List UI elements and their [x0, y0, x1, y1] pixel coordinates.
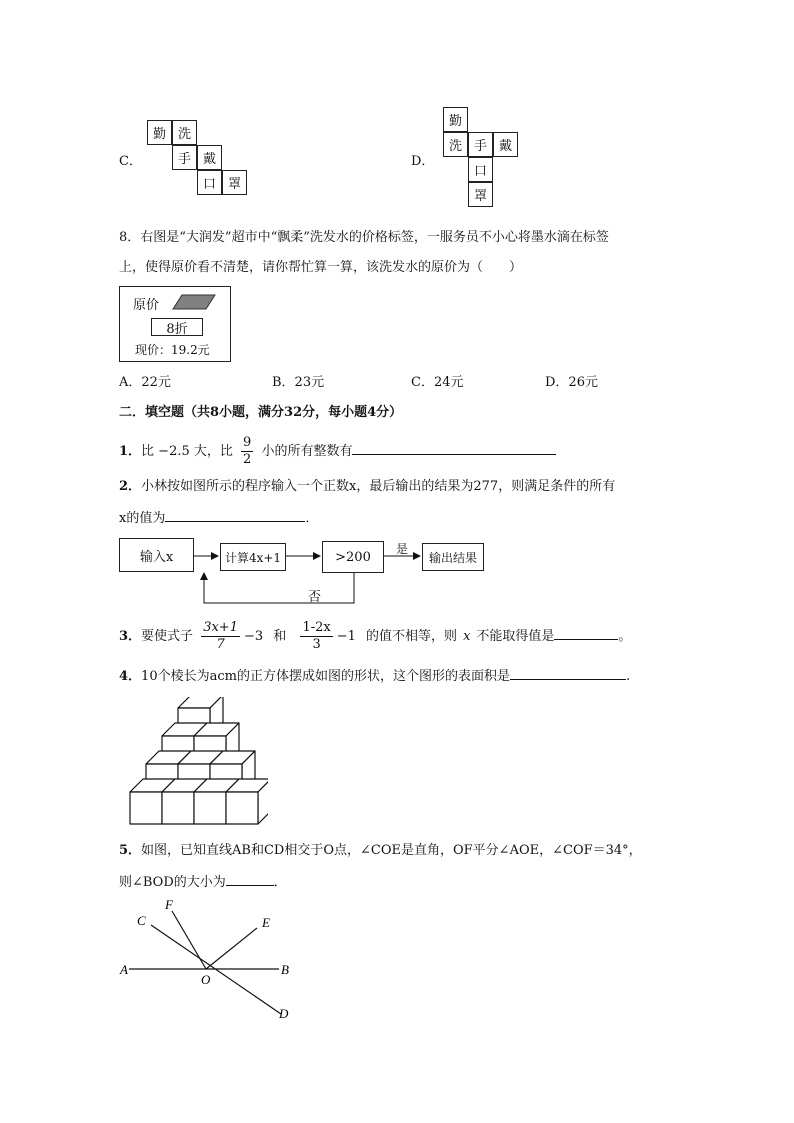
flow-yes-label: 是: [396, 542, 409, 556]
net-cell: 洗: [443, 132, 468, 157]
point-d-label: D: [279, 1006, 289, 1021]
q8-option-b[interactable]: B．23元: [272, 375, 325, 390]
net-cell: 勤: [443, 107, 468, 132]
net-cell: 口: [468, 157, 493, 182]
section-heading: 二．填空题（共8小题，满分32分，每小题4分）: [119, 405, 403, 420]
price-tag-current: 现价：19.2元: [135, 343, 210, 357]
fill-question-5-line1: 5．如图，已知直线AB和CD相交于O点，∠COE是直角，OF平分∠AOE，∠COF＝34°，: [119, 843, 642, 858]
q7-option-d-label: D．: [411, 154, 435, 169]
q1-text-b: 小的所有整数有: [261, 444, 353, 459]
cube-front-face: [130, 792, 162, 824]
flow-calc-box: 计算4x+1: [220, 543, 286, 571]
answer-blank[interactable]: [554, 625, 618, 640]
ray-of: [172, 911, 206, 969]
fill-question-2-line1: 2．小林按如图所示的程序输入一个正数x，最后输出的结果为277，则满足条件的所有: [119, 479, 616, 494]
q1-text-a: 比 −2.5 大，比: [141, 444, 233, 459]
cube-stack-figure: [118, 697, 268, 827]
flow-input-box: 输入x: [119, 538, 194, 572]
fill-question-4: 4．10个棱长为acm的正方体摆成如图的形状，这个图形的表面积是 .: [119, 665, 630, 687]
flow-no-label: 否: [308, 590, 322, 605]
net-cell: 洗: [172, 120, 197, 145]
fraction-1-minus-2x-over-3: $\frac{1-2x}{3}$: [302, 620, 331, 652]
cube-front-face: [162, 792, 194, 824]
point-b-label: B: [281, 962, 289, 977]
fill-question-3: 3．要使式子 $\frac{3x+1}{7}$ −3 和 $\frac{1-2x}{3}$ −1 的值不相等，则 x 不能取得值是 。: [119, 620, 632, 652]
price-tag-discount: 8折: [151, 318, 203, 336]
flow-condition-box: >200: [322, 541, 384, 573]
net-cell: 手: [172, 145, 197, 170]
point-o-label: O: [201, 972, 211, 987]
net-cell: 勤: [147, 120, 172, 145]
q8-line1: 8．右图是“大润发”超市中“飘柔”洗发水的价格标签，一服务员不小心将墨水滴在标签: [119, 230, 609, 245]
net-cell: 戴: [197, 145, 222, 170]
fill-question-2-line2: x的值为 ．: [119, 507, 318, 529]
angle-figure: [115, 895, 305, 1025]
net-cell: 罩: [222, 170, 247, 195]
point-e-label: E: [262, 915, 270, 930]
point-a-label: A: [120, 962, 128, 977]
answer-blank[interactable]: [510, 665, 626, 680]
cube-front-face: [226, 792, 258, 824]
q8-option-a[interactable]: A．22元: [119, 375, 171, 390]
point-c-label: C: [137, 913, 146, 928]
question-number: 1．: [119, 444, 142, 459]
answer-blank[interactable]: [226, 871, 274, 886]
fraction-3x-plus-1-over-7: $\frac{3x+1}{7}$: [203, 620, 238, 652]
price-tag-original-label: 原价: [133, 298, 160, 313]
flow-output-box: 输出结果: [422, 543, 484, 571]
cube-front-face: [194, 792, 226, 824]
q7-option-c-label: C．: [119, 154, 142, 169]
q8-line2: 上，使得原价看不清楚，请你帮忙算一算，该洗发水的原价为（ ）: [119, 260, 523, 275]
net-cell: 戴: [493, 132, 518, 157]
q8-option-d[interactable]: D．26元: [545, 375, 598, 390]
net-cell: 口: [197, 170, 222, 195]
net-cell: 罩: [468, 182, 493, 207]
point-f-label: F: [165, 897, 173, 912]
net-cell: 手: [468, 132, 493, 157]
fraction-nine-halves: $\frac{9}{2}$: [243, 435, 252, 467]
ray-oe: [206, 928, 257, 969]
q8-option-c[interactable]: C．24元: [411, 375, 464, 390]
fill-question-5-line2: 则∠BOD的大小为 ．: [119, 871, 287, 893]
